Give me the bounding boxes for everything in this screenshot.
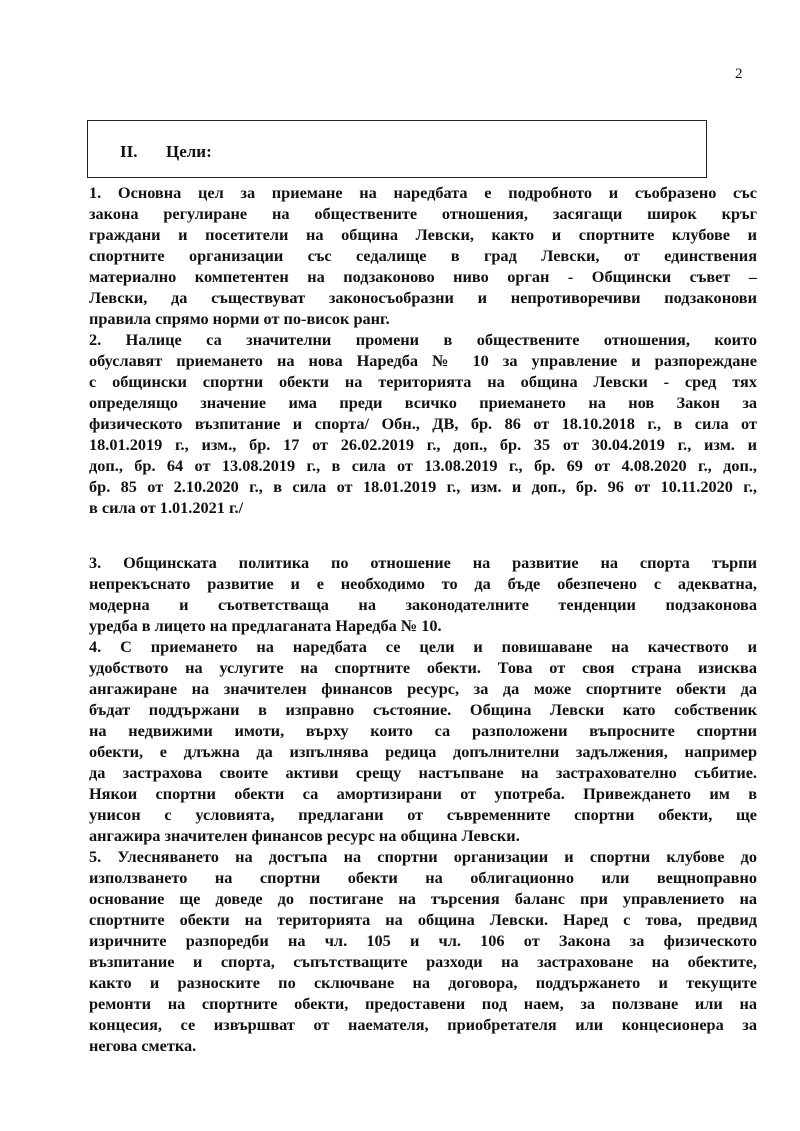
text-line: ремонти на спортните обекти, предоставени под наем, за ползване или на — [89, 994, 757, 1013]
text-line: Някои спортни обекти са амортизирани от употреба. Привеждането им в — [89, 784, 757, 803]
text-line: да застрахова своите активи срещу настъпване на застрахователно събитие. — [89, 763, 757, 782]
text-line: възпитание и спорта, съпътстващите разходи на застраховане на обектите, — [89, 952, 757, 971]
text-line: 5. Улесняването на достъпа на спортни организации и спортни клубове до — [89, 847, 757, 866]
text-line: както и разноските по сключване на договора, поддържането и текущите — [89, 973, 757, 992]
text-line: Левски, да съществуват законосъобразни и непротиворечиви подзаконови — [89, 288, 757, 307]
text-line: уредба в лицето на предлаганата Наредба № 10. — [89, 616, 442, 635]
text-line: определящо значение има преди всичко приемането на нов Закон за — [89, 393, 757, 412]
paragraph-3 — [89, 552, 757, 636]
text-line: с общински спортни обекти на територията на община Левски - сред тях — [89, 372, 757, 391]
text-line: обекти, е длъжна да изпълнява редица допълнителни задължения, например — [89, 742, 757, 761]
text-line: използването на спортни обекти на облигационно или вещноправно — [89, 868, 757, 887]
text-line: спортните организации със седалище в град Левски, от единствения — [89, 246, 757, 265]
text-line: физическото възпитание и спорта/ Обн., ДВ, бр. 86 от 18.10.2018 г., в сила от — [89, 414, 757, 433]
text-line: ангажира значителен финансов ресурс на община Левски. — [89, 826, 520, 845]
text-line: на недвижими имоти, върху които са разположени въпросните спортни — [89, 721, 757, 740]
document-body — [89, 182, 757, 1056]
section-title: Цели: — [166, 142, 212, 161]
paragraph-4 — [89, 636, 757, 846]
text-line: 18.01.2019 г., изм., бр. 17 от 26.02.2019 г., доп., бр. 35 от 30.04.2019 г., изм. и — [89, 435, 757, 454]
paragraph-gap — [89, 518, 757, 552]
text-line: непрекъснато развитие и е необходимо то да бъде обезпечено с адекватна, — [89, 574, 757, 593]
paragraph-5 — [89, 846, 757, 1056]
text-line: бъдат поддържани в изправно състояние. Община Левски като собственик — [89, 700, 757, 719]
text-line: изричните разпоредби на чл. 105 и чл. 106 от Закона за физическото — [89, 931, 757, 950]
text-line: унисон с условията, предлагани от съвременните спортни обекти, ще — [89, 805, 757, 824]
text-line: бр. 85 от 2.10.2020 г., в сила от 18.01.2019 г., изм. и доп., бр. 96 от 10.11.2020 г., — [89, 477, 757, 496]
text-line: ангажиране на значителен финансов ресурс, за да може спортните обекти да — [89, 679, 757, 698]
text-line: 1. Основна цел за приемане на наредбата е подробното и съобразено със — [89, 183, 757, 202]
text-line: негова сметка. — [89, 1036, 197, 1055]
text-line: правила спрямо норми от по-висок ранг. — [89, 309, 390, 328]
text-line: доп., бр. 64 от 13.08.2019 г., в сила от 13.08.2019 г., бр. 69 от 4.08.2020 г., доп., — [89, 456, 757, 475]
text-line: 3. Общинската политика по отношение на развитие на спорта търпи — [89, 553, 757, 572]
text-line: в сила от 1.01.2021 г./ — [89, 498, 244, 517]
paragraph-2 — [89, 329, 757, 518]
text-line: концесия, се извършват от наемателя, приобретателя или концесионера за — [89, 1015, 757, 1034]
section-numeral: II. — [120, 142, 138, 161]
text-line: граждани и посетители на община Левски, както и спортните клубове и — [89, 225, 757, 244]
section-heading — [120, 142, 212, 162]
text-line: обуславят приемането на нова Наредба № 10 за управление и разпореждане — [89, 351, 757, 370]
text-line: модерна и съответстваща на законодателните тенденции подзаконова — [89, 595, 757, 614]
text-line: материално компетентен на подзаконово ниво орган - Общински съвет – — [89, 267, 757, 286]
text-line: 2. Налице са значителни промени в обществените отношения, които — [89, 330, 757, 349]
paragraph-1 — [89, 182, 757, 329]
text-line: 4. С приемането на наредбата се цели и повишаване на качеството и — [89, 637, 757, 656]
text-line: спортните обекти на територията на община Левски. Наред с това, предвид — [89, 910, 757, 929]
text-line: основание ще доведе до постигане на търсения баланс при управлението на — [89, 889, 757, 908]
text-line: закона регулиране на обществените отношения, засягащи широк кръг — [89, 204, 757, 223]
page-number: 2 — [735, 66, 743, 82]
text-line: удобството на услугите на спортните обекти. Това от своя страна изисква — [89, 658, 757, 677]
